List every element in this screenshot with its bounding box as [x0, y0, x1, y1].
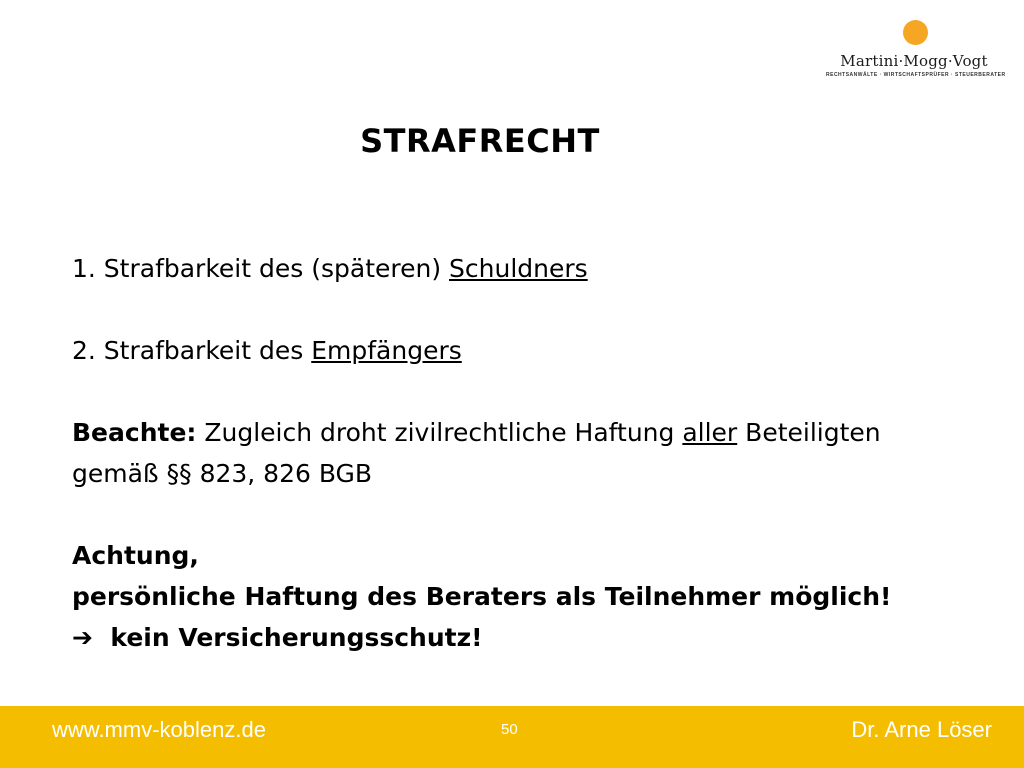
item-2: [72, 330, 972, 371]
footer-url: www.mmv-koblenz.de: [52, 717, 266, 742]
logo-circle-icon: [903, 20, 928, 45]
footer-bar: [0, 706, 1024, 768]
note-underlined: aller: [682, 418, 738, 447]
note-text-after: Beteiligten: [737, 418, 881, 447]
logo-tagline: RECHTSANWÄLTE · WIRTSCHAFTSPRÜFER · STEUERBERATER: [826, 72, 1006, 78]
logo-name: Martini·Mogg·Vogt: [840, 52, 988, 70]
warning-line-3: [72, 617, 972, 658]
warning-line-2: persönliche Haftung des Beraters als Teilnehmer möglich!: [72, 582, 892, 611]
company-logo: [826, 20, 1006, 82]
footer-author: Dr. Arne Löser: [851, 717, 992, 742]
item-1: [72, 248, 972, 289]
arrow-right-icon: ➔: [72, 623, 93, 652]
item-1-text: 1. Strafbarkeit des (späteren): [72, 254, 450, 283]
note-line-2: gemäß §§ 823, 826 BGB: [72, 459, 373, 488]
item-2-underlined: Empfängers: [311, 336, 462, 365]
note-line-1: [72, 412, 972, 453]
warning-line-3-text: kein Versicherungsschutz!: [110, 623, 483, 652]
slide-title: STRAFRECHT: [360, 122, 600, 160]
note-text-before: Zugleich droht zivilrechtliche Haftung: [196, 418, 683, 447]
slide-content: [72, 248, 972, 658]
item-2-text: 2. Strafbarkeit des: [72, 336, 312, 365]
page-number: 50: [501, 721, 518, 738]
note-label: Beachte:: [72, 418, 197, 447]
item-1-underlined: Schuldners: [449, 254, 588, 283]
warning-line-1: Achtung,: [72, 541, 199, 570]
